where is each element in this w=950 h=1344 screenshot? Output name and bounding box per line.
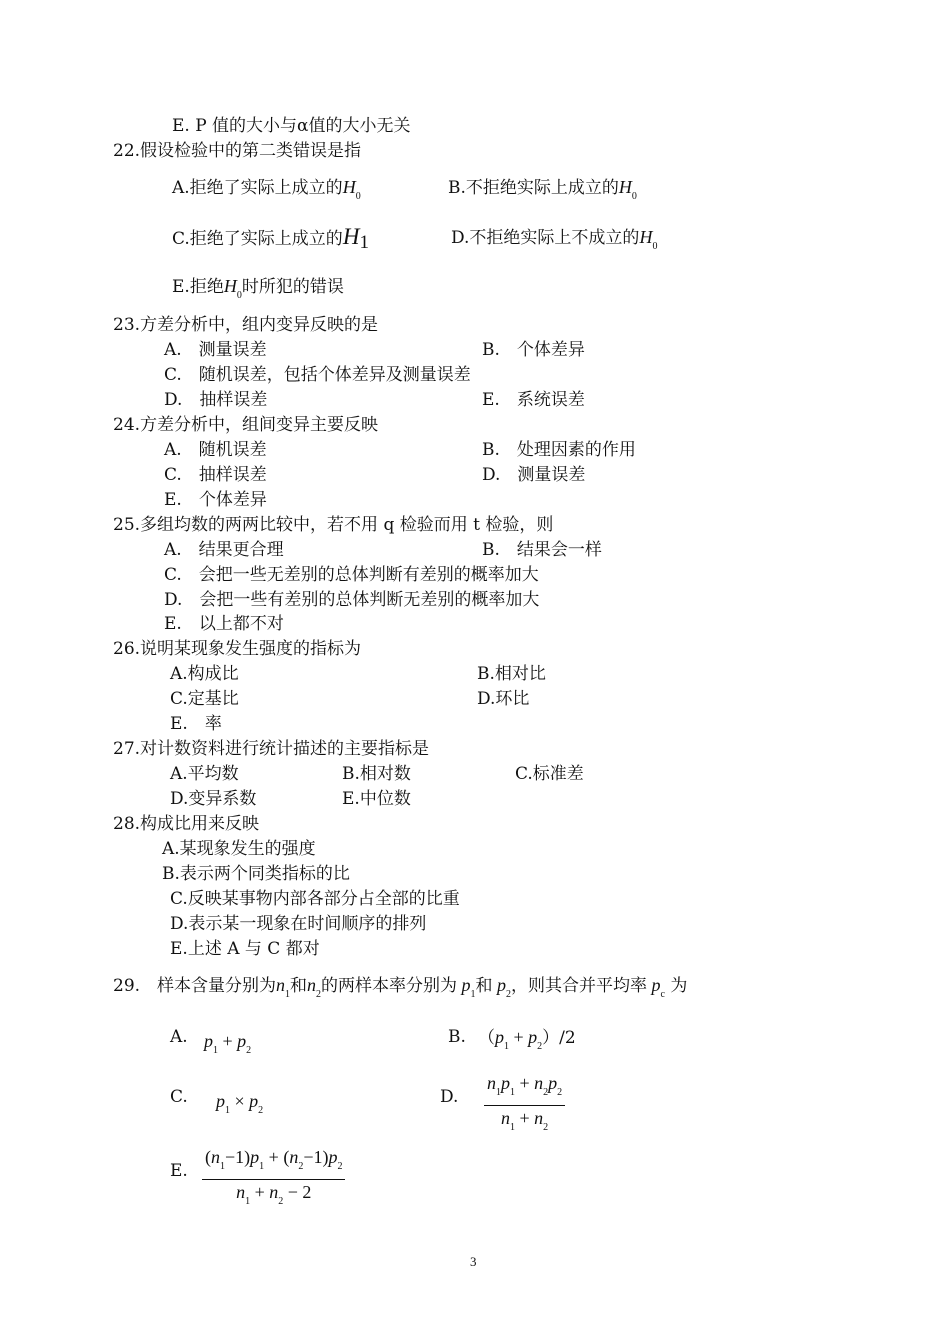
q25-option-b: B. 结果会一样 [482, 540, 602, 560]
h0-symbol: $H_0$ [618, 177, 637, 202]
q25-option-a: A. 结果更合理 [164, 540, 284, 560]
q22-option-b: B.不拒绝实际上成立的$H_0$ [448, 177, 637, 202]
q24-option-e: E. 个体差异 [164, 490, 267, 510]
q27-option-a: A.平均数 [170, 764, 239, 784]
q25-option-c: C. 会把一些无差别的总体判断有差别的概率加大 [164, 565, 539, 585]
q22-option-c: C.拒绝了实际上成立的H1 [172, 224, 369, 253]
p2-symbol: $p_2$ [497, 975, 512, 1000]
q22-option-a: A.拒绝了实际上成立的$H_0$ [172, 177, 361, 202]
q29-option-e-fraction [202, 1146, 345, 1214]
fraction-numerator: $(n_1-1)p_1 + (n_2-1)p_2$ [202, 1146, 345, 1180]
q29-option-c-label: C. [170, 1087, 188, 1107]
pc-symbol: $p_c$ [651, 975, 665, 1000]
q23-stem: 23.方差分析中，组内变异反映的是 [113, 315, 379, 335]
h0-symbol: $H_0$ [223, 276, 242, 301]
q28-option-d: D.表示某一现象在时间顺序的排列 [170, 914, 427, 934]
n1-symbol: $n_1$ [276, 975, 291, 1000]
q24-option-c: C. 抽样误差 [164, 465, 267, 485]
n2-symbol: $n_2$ [307, 975, 322, 1000]
q22-option-e: E.拒绝$H_0$时所犯的错误 [172, 276, 344, 301]
q26-option-d: D.环比 [477, 689, 530, 709]
q22-option-d: D.不拒绝实际上不成立的$H_0$ [451, 227, 658, 252]
q27-option-d: D.变异系数 [170, 789, 257, 809]
q29-option-c-formula: $p_1 \times p_2$ [216, 1091, 264, 1116]
q23-option-a: A. 测量误差 [164, 340, 267, 360]
q25-option-e: E. 以上都不对 [164, 614, 284, 634]
q24-stem: 24.方差分析中，组间变异主要反映 [113, 415, 379, 435]
h0-symbol: $H_0$ [342, 177, 361, 202]
q24-option-a: A. 随机误差 [164, 440, 267, 460]
fraction-denominator: $n_1 + n_2$ [501, 1108, 549, 1133]
q23-option-b: B. 个体差异 [482, 340, 585, 360]
q29-stem: 29. 样本含量分别为$n_1$和$n_2$的两样本率分别为 $p_1$和 $p_2$，则其合并平均率 $p_c$ 为 [113, 975, 688, 1000]
q23-option-c: C. 随机误差，包括个体差异及测量误差 [164, 365, 471, 385]
q27-option-e: E.中位数 [342, 789, 411, 809]
q23-option-d: D. 抽样误差 [164, 390, 268, 410]
q28-option-e: E.上述 A 与 C 都对 [170, 939, 320, 959]
q22-stem: 22.假设检验中的第二类错误是指 [113, 141, 362, 161]
q26-stem: 26.说明某现象发生强度的指标为 [113, 639, 362, 659]
q25-stem: 25.多组均数的两两比较中，若不用 q 检验而用 t 检验，则 [113, 515, 554, 535]
q29-option-a-label: A. [170, 1027, 188, 1047]
q28-option-a: A.某现象发生的强度 [162, 839, 316, 859]
q29-option-b-label: B. [448, 1027, 466, 1047]
q25-option-d: D. 会把一些有差别的总体判断无差别的概率加大 [164, 590, 540, 610]
q26-option-a: A.构成比 [170, 664, 239, 684]
page-number: 3 [470, 1254, 477, 1269]
q28-stem: 28.构成比用来反映 [113, 814, 260, 834]
q27-option-c: C.标准差 [515, 764, 584, 784]
p1-symbol: $p_1$ [461, 975, 476, 1000]
q28-option-c: C.反映某事物内部各部分占全部的比重 [170, 889, 460, 909]
q27-option-b: B.相对数 [342, 764, 411, 784]
q26-option-e: E. 率 [170, 714, 222, 734]
q21-option-e: E. P 值的大小与α值的大小无关 [172, 116, 411, 136]
q26-option-b: B.相对比 [477, 664, 546, 684]
h0-symbol: $H_0$ [639, 227, 658, 252]
fraction-numerator: $n_1p_1 + n_2p_2$ [484, 1072, 565, 1106]
q29-option-a-formula: $p_1 + p_2$ [204, 1031, 252, 1056]
q23-option-e: E. 系统误差 [482, 390, 585, 410]
q26-option-c: C.定基比 [170, 689, 239, 709]
q27-stem: 27.对计数资料进行统计描述的主要指标是 [113, 739, 430, 759]
h1-symbol: H1 [342, 224, 369, 253]
q29-option-b-formula: $(p_1 + p_2)/2$ [478, 1027, 576, 1052]
q28-option-b: B.表示两个同类指标的比 [162, 864, 350, 884]
q29-option-d-label: D. [440, 1087, 459, 1107]
q24-option-b: B. 处理因素的作用 [482, 440, 636, 460]
q24-option-d: D. 测量误差 [482, 465, 586, 485]
fraction-denominator: $n_1 + n_2 - 2$ [236, 1182, 312, 1207]
q29-option-e-label: E. [170, 1161, 188, 1181]
q29-option-d-fraction [484, 1072, 565, 1140]
